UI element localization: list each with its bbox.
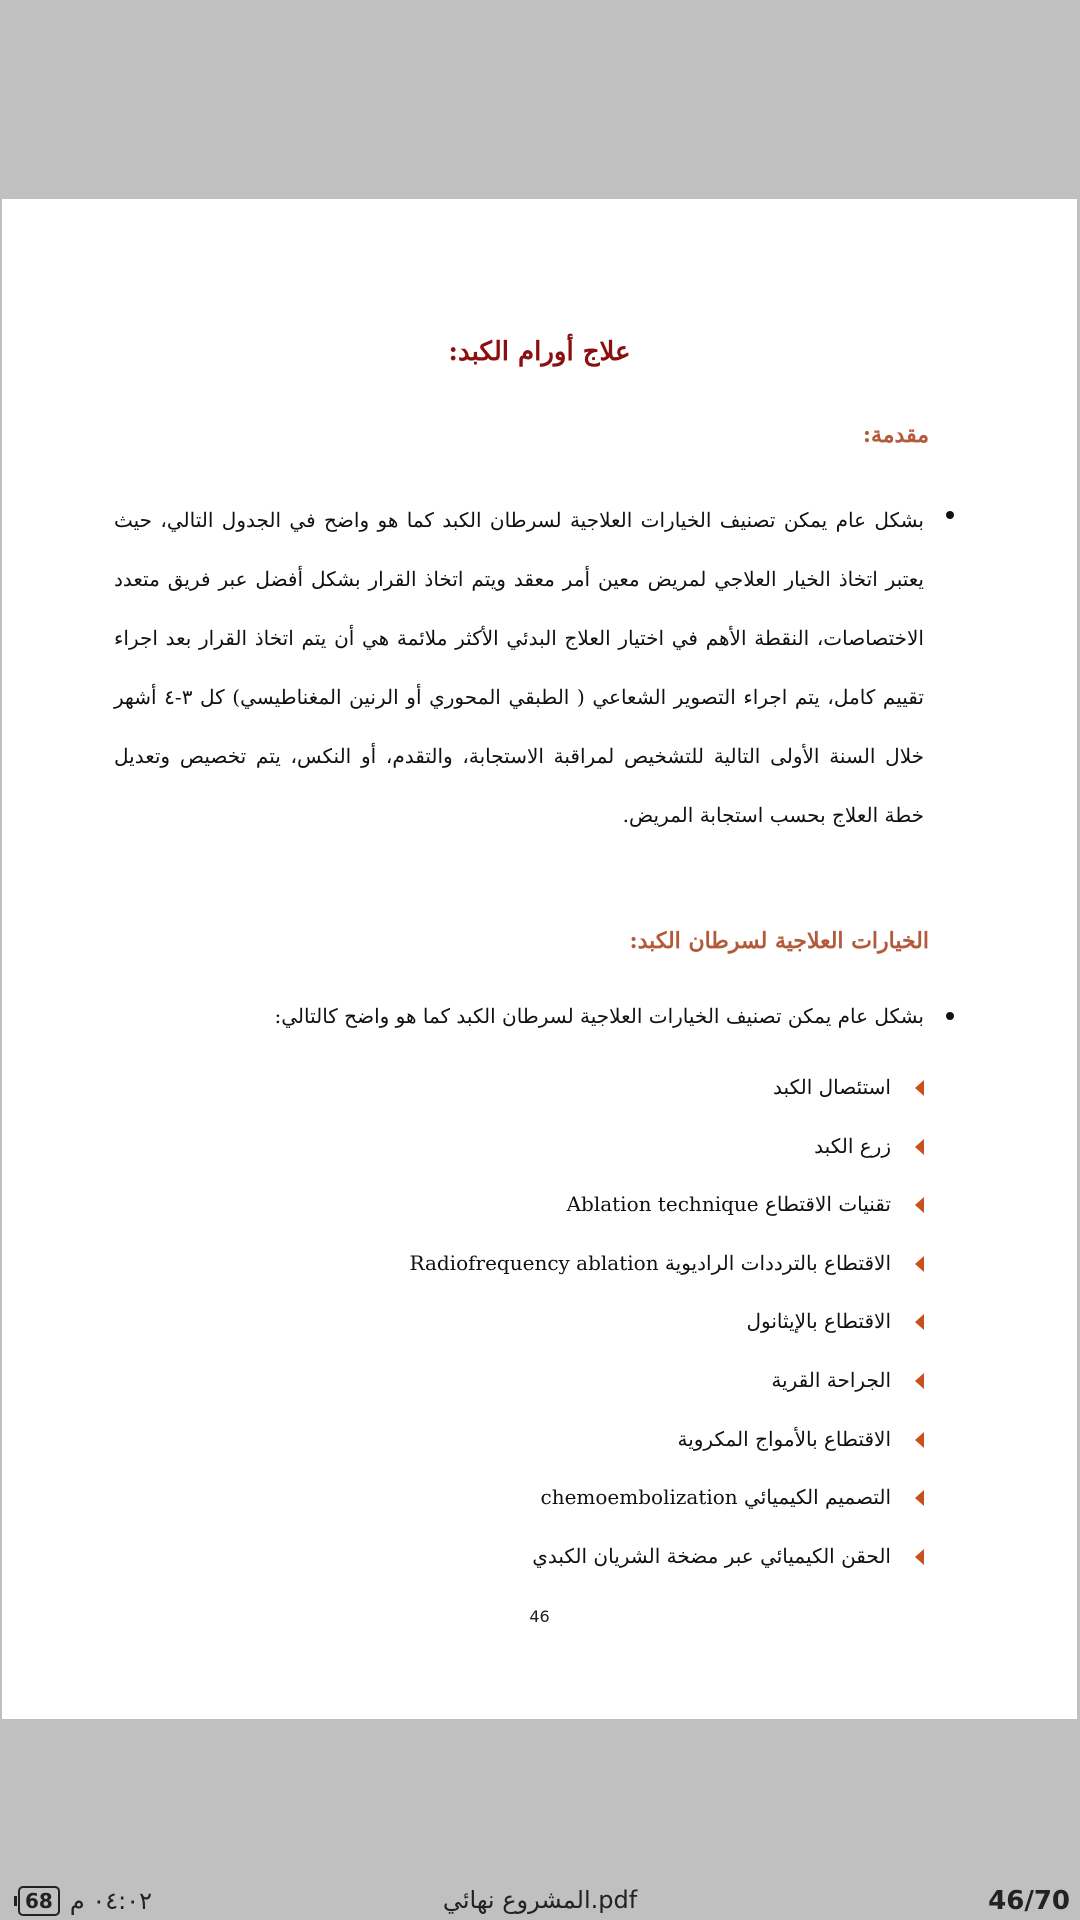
bullet-icon (946, 511, 954, 519)
list-item (124, 1539, 924, 1598)
page-counter[interactable]: 46/70 (988, 1886, 1070, 1916)
clock-time: ٠٤:٠٢ م (69, 1887, 152, 1915)
document-title: علاج أورام الكبد: (448, 337, 631, 367)
bullet-icon (946, 1012, 954, 1020)
arrow-bullet-icon (915, 1432, 924, 1448)
option-label: زرع الكبد (814, 1133, 891, 1158)
status-indicators (18, 1886, 152, 1916)
treatment-options-list (124, 1070, 924, 1597)
list-item (124, 1480, 924, 1539)
intro-heading: مقدمة: (862, 422, 929, 448)
list-item (124, 1129, 924, 1188)
arrow-bullet-icon (915, 1139, 924, 1155)
list-item (124, 1422, 924, 1481)
options-lead-text: بشكل عام يمكن تصنيف الخيارات العلاجية لسرطان الكبد كما هو واضح كالتالي: (274, 1004, 924, 1028)
arrow-bullet-icon (915, 1314, 924, 1330)
option-label: الاقتطاع بالأمواج المكروية (677, 1426, 891, 1451)
option-label: تقنيات الاقتطاع Ablation technique (566, 1192, 891, 1217)
arrow-bullet-icon (915, 1490, 924, 1506)
option-label: الاقتطاع بالإيثانول (746, 1309, 891, 1334)
option-label: الاقتطاع بالترددات الراديوية Radiofrequency ablation (409, 1250, 891, 1275)
options-heading: الخيارات العلاجية لسرطان الكبد: (629, 928, 929, 954)
page-number: 46 (529, 1607, 550, 1626)
arrow-bullet-icon (915, 1256, 924, 1272)
option-label: التصميم الكيميائي chemoembolization (540, 1485, 891, 1510)
option-label: الحقن الكيميائي عبر مضخة الشريان الكبدي (532, 1543, 891, 1568)
arrow-bullet-icon (915, 1080, 924, 1096)
battery-icon: 68 (18, 1886, 60, 1916)
intro-bullet (114, 491, 924, 845)
arrow-bullet-icon (915, 1549, 924, 1565)
list-item (124, 1363, 924, 1422)
list-item (124, 1304, 924, 1363)
list-item (124, 1070, 924, 1129)
arrow-bullet-icon (915, 1197, 924, 1213)
option-label: الجراحة القرية (771, 1367, 891, 1392)
document-page (2, 199, 1077, 1719)
arrow-bullet-icon (915, 1373, 924, 1389)
list-item (124, 1187, 924, 1246)
options-lead-bullet (114, 999, 924, 1033)
option-label: استئصال الكبد (773, 1075, 891, 1099)
file-name: المشروع نهائي.pdf (442, 1886, 638, 1914)
status-bar (0, 1882, 1080, 1920)
intro-paragraph: بشكل عام يمكن تصنيف الخيارات العلاجية لسرطان الكبد كما هو واضح في الجدول التالي، حيث يعتبر اتخاذ الخيار العلاجي لمريض معين أمر معقد ويتم اتخاذ القرار بشكل أفضل عبر فريق متعدد الاختصاصات، النقطة الأهم في اختيار العلاج البدئي الأكثر ملائمة هي أن يتم اتخاذ القرار بعد اجراء تقييم كامل، يتم اجراء التصوير الشعاعي ( الطبقي المحوري أو الرنين المغناطيسي) كل ٣-٤ أشهر خلال السنة الأولى التالية للتشخيص لمراقبة الاستجابة، والتقدم، أو النكس، يتم تخصيص وتعديل خطة العلاج بحسب استجابة المريض. (114, 508, 924, 827)
list-item (124, 1246, 924, 1305)
